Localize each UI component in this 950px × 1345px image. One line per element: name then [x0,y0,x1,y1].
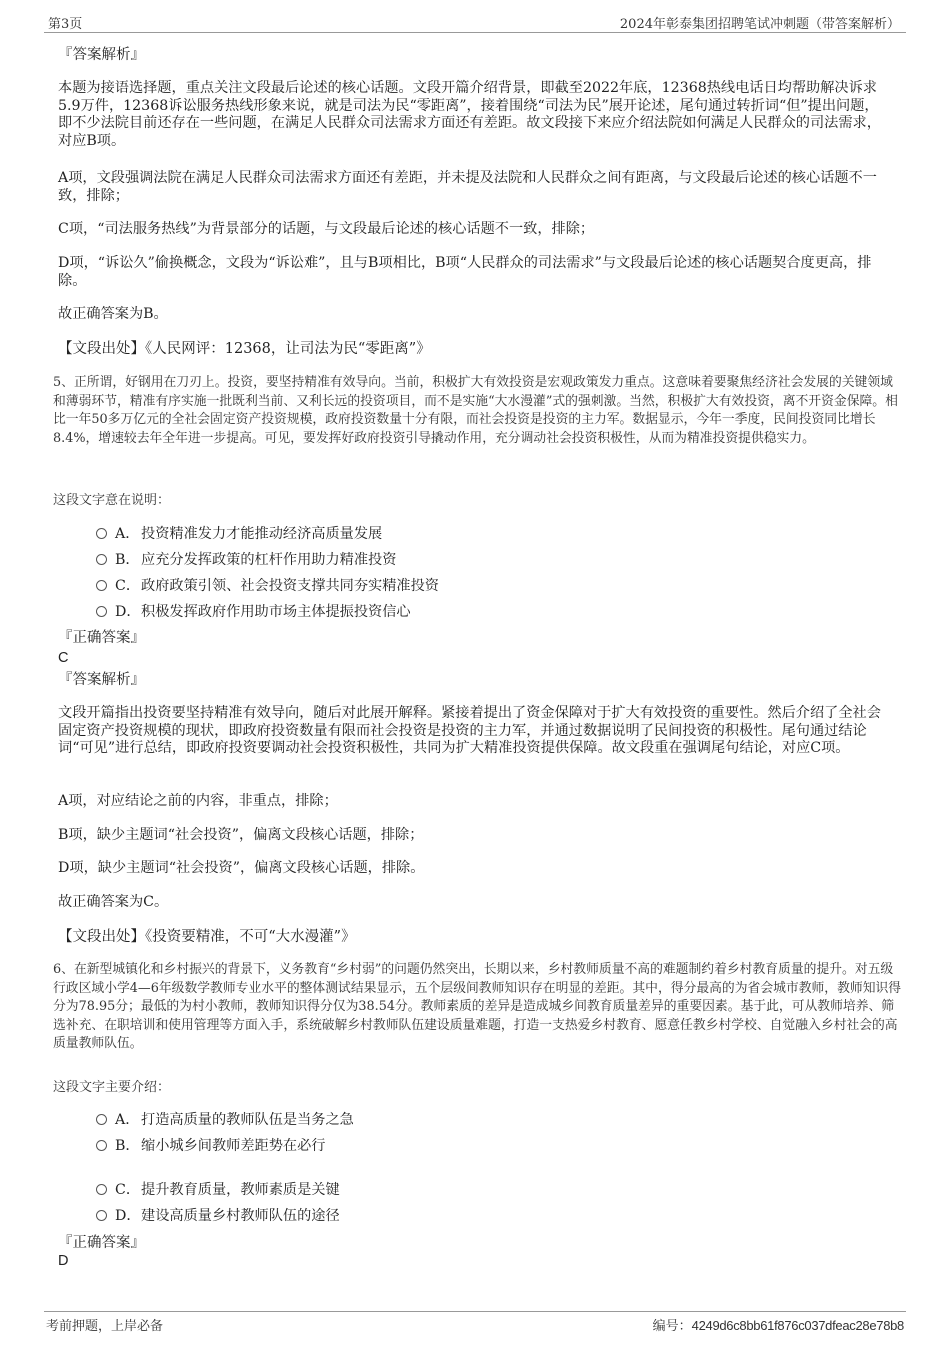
q5-option-c[interactable] [96,576,439,596]
q6-answer: D [58,1253,69,1269]
option-letter: C． [115,1182,141,1198]
radio-icon[interactable] [96,1140,107,1151]
q5-prompt: 这段文字意在说明： [53,493,171,508]
q5-stem: 5、正所谓，好钢用在刀刃上。投资，要坚持精准有效导向。当前，积极扩大有效投资是宏观政策发力重点。这意味着要聚焦经济社会发展的关键领域和薄弱环节，精准有序实施一批既利当前、又利长远的投资项目，而不是实施“大水漫灌”式的强刺激。当然，积极扩大有效投资，离不开资金保障。相比一年50多万亿元的全社会固定资产投资规模，政府投资数量十分有限，而社会投资是投资的主力军。数据显示，今年一季度，民间投资同比增长8.4%，增速较去年全年进一步提高。可见，要发挥好政府投资引导撬动作用，充分调动社会投资积极性，从而为精准投资提供稳实力。 [53,375,898,446]
q5-analysis-paragraph: 文段开篇指出投资要坚持精准有效导向，随后对此展开解释。紧接着提出了资金保障对于扩大有效投资的重要性。然后介绍了全社会固定资产投资规模的现状，即政府投资数量有限而社会投资是投资的主力军，并通过数据说明了民间投资的积极性。尾句通过结论词“可见”进行总结，即政府投资要调动社会投资积极性，共同为扩大精准投资提供保障。故文段重在强调尾句结论，对应C项。 [58,705,881,756]
q4-analysis-paragraph: 本题为接语选择题，重点关注文段最后论述的核心话题。文段开篇介绍背景，即截至2022年底，12368热线电话日均帮助解决诉求5.9万件，12368诉讼服务热线形象来说，就是司法为民“零距离”，接着围绕“司法为民”展开论述，尾句通过转折词“但”提出问题，即不少法院目前还存在一些问题，在满足人民群众司法需求方面还有差距。故文段接下来应介绍法院如何满足人民群众的司法需求，对应B项。 [58,80,881,149]
q6-option-c[interactable] [96,1180,340,1200]
radio-icon[interactable] [96,554,107,565]
q5-analysis-label: 『答案解析』 [58,672,145,688]
q6-prompt: 这段文字主要介绍： [53,1080,171,1095]
option-letter: D． [115,1208,141,1224]
q5-answer: C [58,650,69,666]
option-text: 投资精准发力才能推动经济高质量发展 [141,526,383,542]
q4-analysis-label: 『答案解析』 [58,47,145,63]
option-letter: D． [115,604,141,620]
option-text: 应充分发挥政策的杠杆作用助力精准投资 [141,552,397,568]
q5-answer-label: 『正确答案』 [58,630,145,646]
document-title: 2024年彰泰集团招聘笔试冲刺题（带答案解析） [619,17,900,32]
q6-answer-label: 『正确答案』 [58,1235,145,1251]
q5-option-d[interactable] [96,602,411,622]
option-text: 政府政策引领、社会投资支撑共同夯实精准投资 [141,578,439,594]
q4-source: 【文段出处】《人民网评：12368，让司法为民“零距离”》 [58,341,431,357]
q6-option-d[interactable] [96,1206,340,1226]
q4-analysis-option-a: A项，文段强调法院在满足人民群众司法需求方面还有差距，并未提及法院和人民群众之间有距离，与文段最后论述的核心话题不一致，排除； [58,170,877,204]
option-letter: B． [115,1138,140,1154]
page-header [44,12,906,33]
option-text: 建设高质量乡村教师队伍的途径 [141,1208,340,1224]
page-footer [44,1311,906,1334]
q4-conclusion: 故正确答案为B。 [58,306,168,322]
code-value: 4249d6c8bb61f876c037dfeac28e78b8 [691,1318,904,1333]
q5-conclusion: 故正确答案为C。 [58,894,169,910]
radio-icon[interactable] [96,1210,107,1221]
option-letter: C． [115,578,141,594]
radio-icon[interactable] [96,1114,107,1125]
radio-icon[interactable] [96,528,107,539]
option-text: 积极发挥政府作用助市场主体提振投资信心 [141,604,411,620]
option-text: 打造高质量的教师队伍是当务之急 [141,1112,354,1128]
option-letter: B． [115,552,140,568]
q6-stem: 6、在新型城镇化和乡村振兴的背景下，义务教育“乡村弱”的问题仍然突出，长期以来，乡村教师质量不高的难题制约着乡村教育质量的提升。对五级行政区域小学4—6年级数学教师专业水平的整体测试结果显示，五个层级间教师知识存在明显的差距。其中，得分最高的为省会城市教师，教师知识得分为78.95分；最低的为村小教师，教师知识得分仅为38.54分。教师素质的差异是造成城乡间教育质量差异的重要因素。基于此，可从教师培养、筛选补充、在职培训和使用管理等方面入手，系统破解乡村教师队伍建设质量难题，打造一支热爱乡村教育、愿意任教乡村学校、自觉融入乡村社会的高质量教师队伍。 [53,962,902,1052]
page-number: 第3页 [48,17,83,32]
q6-option-a[interactable] [96,1110,354,1130]
code-label: 编号： [652,1319,692,1334]
q4-analysis-option-c: C项，“司法服务热线”为背景部分的话题，与文段最后论述的核心话题不一致，排除； [58,221,595,237]
q4-analysis-option-d: D项，“诉讼久”偷换概念，文段为“诉讼难”，且与B项相比，B项“人民群众的司法需求”与文段最后论述的核心话题契合度更高，排除。 [58,255,872,289]
radio-icon[interactable] [96,1184,107,1195]
q5-source: 【文段出处】《投资要精准，不可“大水漫灌”》 [58,929,356,945]
radio-icon[interactable] [96,606,107,617]
q5-option-a[interactable] [96,524,382,544]
footer-slogan: 考前押题，上岸必备 [46,1319,164,1334]
q5-option-b[interactable] [96,550,396,570]
q5-analysis-option-b: B项，缺少主题词“社会投资”，偏离文段核心话题，排除； [58,827,424,843]
option-letter: A． [115,1112,140,1128]
radio-icon[interactable] [96,580,107,591]
q6-option-b[interactable] [96,1136,325,1156]
option-text: 提升教育质量，教师素质是关键 [141,1182,340,1198]
q5-analysis-option-a: A项，对应结论之前的内容，非重点，排除； [58,793,338,809]
q5-analysis-option-d: D项，缺少主题词“社会投资”，偏离文段核心话题，排除。 [58,860,425,876]
document-code [653,1315,904,1334]
option-text: 缩小城乡间教师差距势在必行 [141,1138,326,1154]
option-letter: A． [115,526,140,542]
